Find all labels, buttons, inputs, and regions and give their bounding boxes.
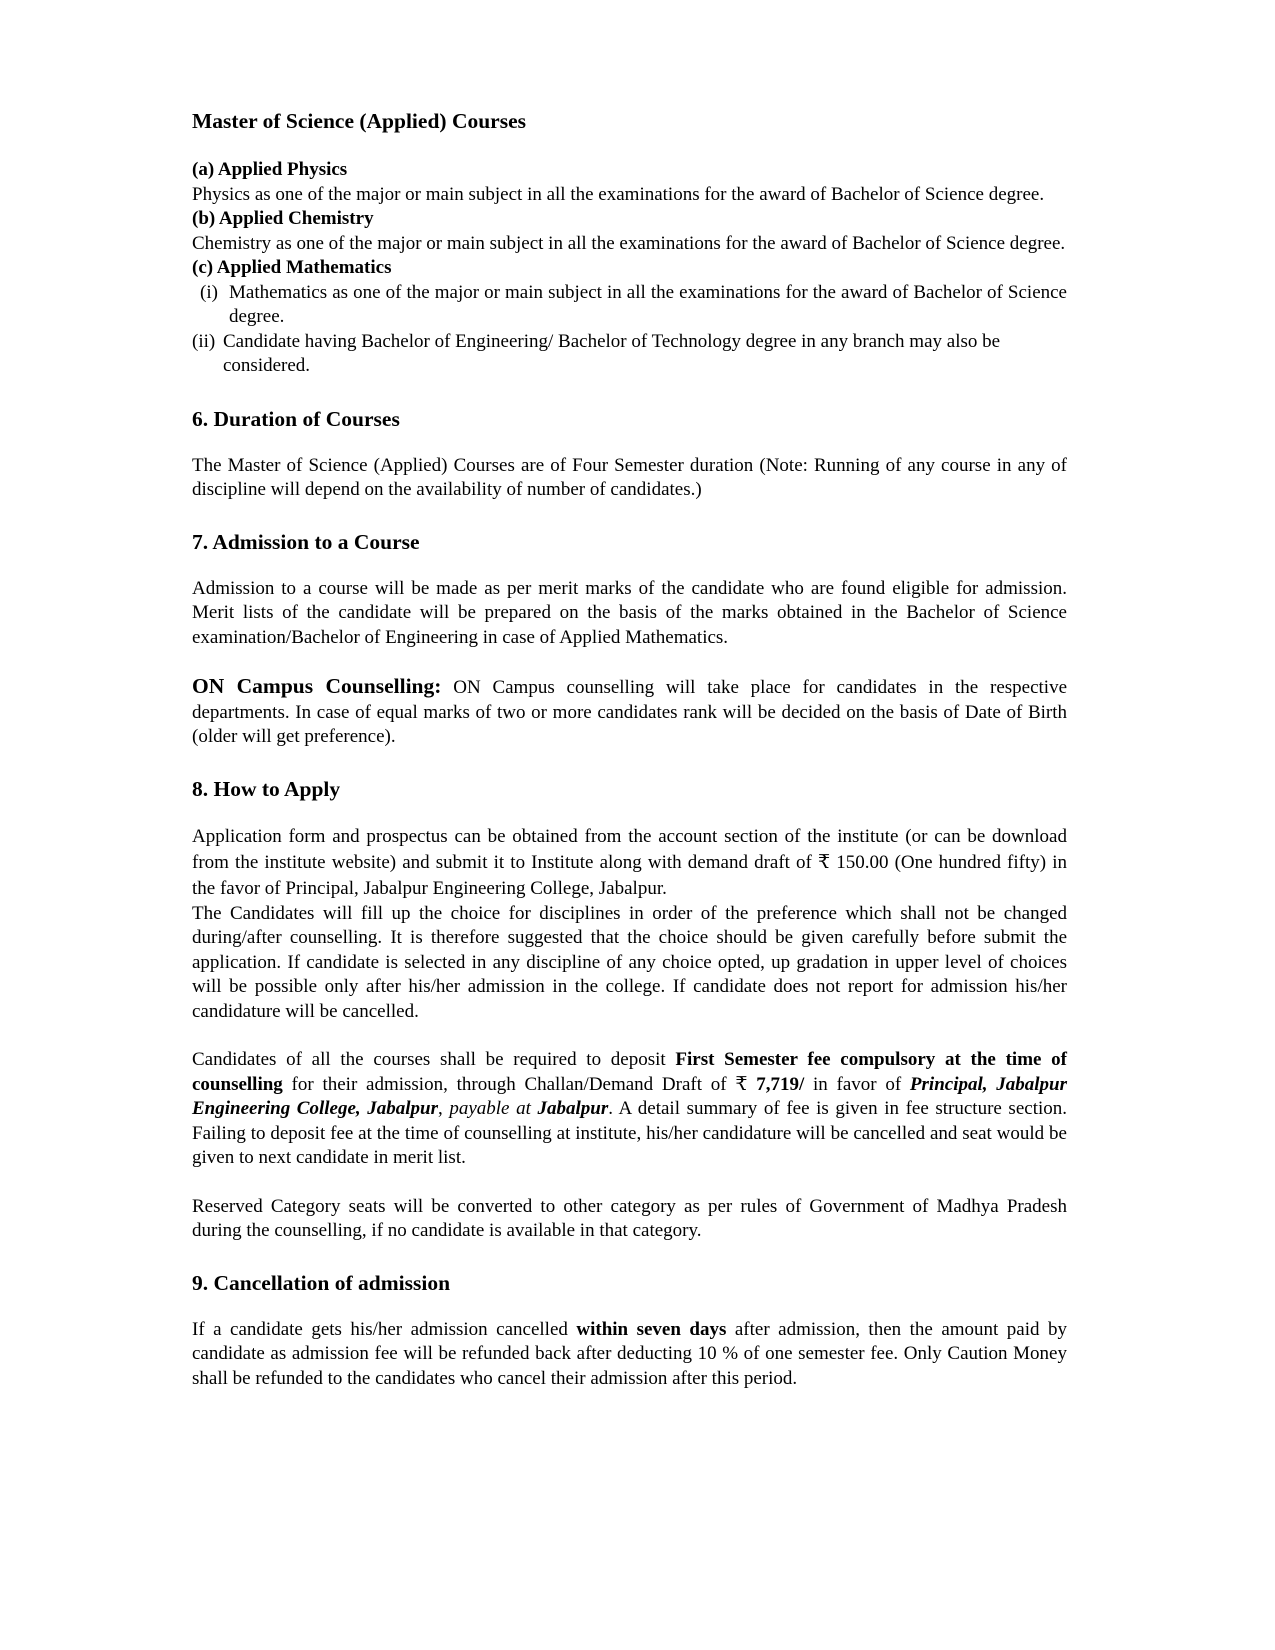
spacer (192, 1171, 1067, 1195)
list-marker: (i) (200, 281, 218, 303)
cancellation-text: after admission, then the amount paid by candidate as admission fee will be refunded back after deducting 10 % of one semester fee. Only Caution Money shall be refunded to the candidates who cancel their admission after this period. (192, 1318, 1067, 1389)
apply-paragraph-1: Application form and prospectus can be obtained from the account section of the institute (or can be download from the institute website) and submit it to Institute along with demand draft of ₹ 150.00 (One hundred fifty) in the favor of Principal, Jabalpur Engineering College, Jabalpur. (192, 825, 1067, 899)
mathematics-item-2 (192, 330, 1067, 379)
spacer (192, 432, 1067, 454)
applied-physics-text: Physics as one of the major or main subject in all the examinations for the award of Bachelor of Science degree. (192, 183, 1045, 205)
cancellation-text: If a candidate gets his/her admission cancelled (192, 1318, 577, 1340)
spacer (192, 750, 1067, 776)
fee-text: , (437, 1098, 450, 1119)
admission-text: Admission to a course will be made as per merit marks of the candidate who are found eligible for admission. Merit lists of the candidate will be prepared on the basis of the marks obtained in the Bachelor of Science examination/Bachelor of Engineering in case of Applied Mathematics. (192, 577, 1067, 648)
spacer (192, 1296, 1067, 1318)
admission-title: 7. Admission to a Course (192, 529, 420, 554)
fee-amount: 7,719/ (756, 1073, 805, 1095)
applied-physics-heading: (a) Applied Physics (192, 159, 348, 180)
spacer (192, 650, 1067, 674)
fee-payee: Principal, Jabalpur Engineering College, Jabalpur (192, 1073, 1067, 1119)
fee-payable-at: payable at (449, 1098, 538, 1119)
spacer (192, 134, 1067, 158)
apply-paragraph-3 (192, 1048, 1067, 1171)
spacer (192, 379, 1067, 406)
duration-text: The Master of Science (Applied) Courses are of Four Semester duration (Note: Running of any course in any of discipline will depend on the availability of number of candidates.) (192, 454, 1067, 500)
mathematics-item-1 (192, 281, 1067, 330)
fee-text: . A detail summary of fee is given in fee structure section. Failing to deposit fee at the time of counselling at institute, his/her candidature will be cancelled and seat would be given to next candidate in merit list. (192, 1098, 1067, 1168)
fee-emphasis: First Semester fee compulsory at the time of counselling (192, 1049, 1067, 1095)
list-marker: (ii) (192, 330, 216, 352)
counselling-text: ON Campus counselling will take place for candidates in the respective departments. In case of equal marks of two or more candidates rank will be decided on the basis of Date of Birth (older will get preference). (192, 677, 1067, 747)
cancellation-title: 9. Cancellation of admission (192, 1270, 451, 1295)
fee-text: Candidates of all the courses shall be required to deposit (192, 1049, 676, 1070)
how-to-apply-title: 8. How to Apply (192, 776, 341, 801)
cancellation-emphasis: within seven days (576, 1318, 727, 1340)
cancellation-paragraph (192, 1318, 1067, 1392)
applied-mathematics-heading: (c) Applied Mathematics (192, 257, 392, 278)
spacer (192, 503, 1067, 529)
duration-title: 6. Duration of Courses (192, 406, 400, 431)
counselling-lead: ON Campus Counselling: (192, 674, 442, 698)
counselling-paragraph (192, 674, 1067, 750)
list-item-text: Mathematics as one of the major or main subject in all the examinations for the award of Bachelor of Science degree. (229, 281, 1067, 327)
spacer (192, 1244, 1067, 1270)
spacer (192, 555, 1067, 577)
list-item-text: Candidate having Bachelor of Engineering/ Bachelor of Technology degree in any branch may also be considered. (223, 330, 1001, 376)
apply-paragraph-4: Reserved Category seats will be converted to other category as per rules of Government of Madhya Pradesh during the counselling, if no candidate is available in that category. (192, 1195, 1067, 1241)
msc-courses-title: Master of Science (Applied) Courses (192, 109, 526, 133)
spacer (192, 1024, 1067, 1048)
applied-chemistry-heading: (b) Applied Chemistry (192, 208, 374, 229)
apply-paragraph-2: The Candidates will fill up the choice for disciplines in order of the preference which shall not be changed during/after counselling. It is therefore suggested that the choice should be given carefully before submit the application. If candidate is selected in any discipline of any choice opted, up gradation in upper level of choices will be possible only after his/her admission in the college. If candidate does not report for admission his/her candidature will be cancelled. (192, 902, 1067, 1022)
fee-place: Jabalpur (537, 1098, 609, 1119)
applied-chemistry-text: Chemistry as one of the major or main subject in all the examinations for the award of Bachelor of Science degree. (192, 232, 1066, 254)
spacer (192, 802, 1067, 824)
document-page (192, 108, 1067, 1391)
fee-text: for their admission, through Challan/Demand Draft of ₹ (282, 1073, 757, 1095)
fee-text: in favor of (804, 1073, 910, 1095)
